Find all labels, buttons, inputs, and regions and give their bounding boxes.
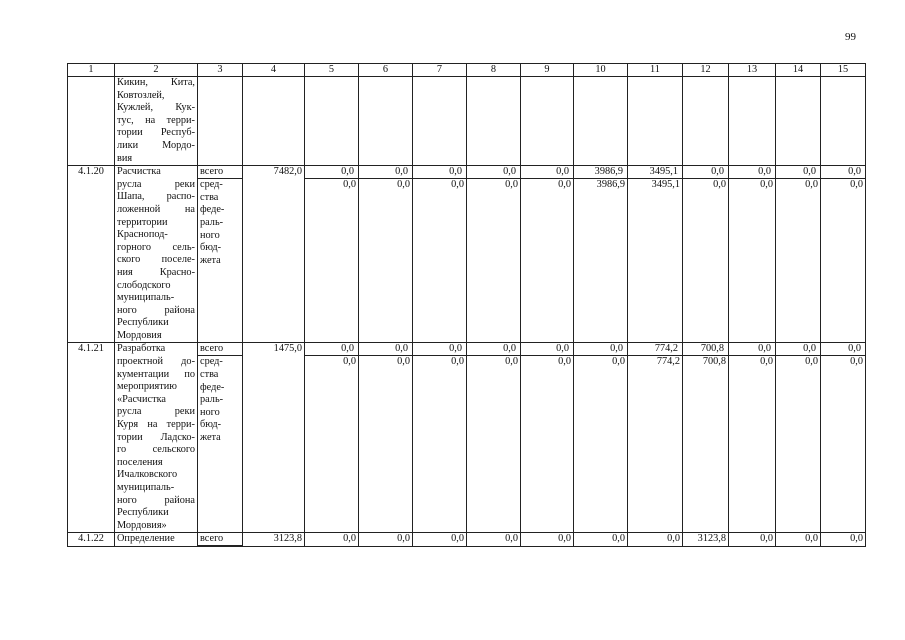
page-number: 99	[845, 31, 856, 43]
value-federal: 3986,9	[596, 179, 625, 191]
year-value-cell	[521, 166, 574, 343]
value-federal: 0,0	[505, 356, 518, 368]
value-total: 0,0	[729, 343, 775, 356]
item-name-line: русла реки	[117, 178, 195, 190]
col-header: 12	[683, 64, 729, 77]
value-federal: 0,0	[343, 179, 356, 191]
item-name-cell	[115, 166, 198, 343]
item-name-line: проектной до-	[117, 356, 195, 368]
year-value-cell	[821, 166, 866, 343]
item-name-line: го сельского	[117, 444, 195, 456]
funding-source-line: феде-	[200, 381, 225, 393]
item-name-line: муниципаль-	[117, 482, 175, 493]
value-total: 0,0	[821, 343, 865, 356]
value-total: 0,0	[558, 533, 571, 545]
value-federal: 774,2	[656, 356, 680, 368]
value-total: 0,0	[305, 166, 358, 179]
value-total: 0,0	[359, 343, 412, 356]
col-header: 8	[467, 64, 521, 77]
year-value-cell	[521, 533, 574, 547]
year-value-cell	[359, 343, 413, 533]
value-total: 0,0	[397, 533, 410, 545]
col-header: 1	[68, 64, 115, 77]
funding-source-line: жета	[200, 432, 221, 444]
value-total: 774,2	[628, 343, 682, 356]
funding-source-line: раль-	[200, 394, 224, 406]
year-value-cell	[574, 343, 628, 533]
funding-source-line: ного	[200, 229, 220, 241]
empty-cell	[305, 77, 359, 166]
value-total: 0,0	[343, 533, 356, 545]
empty-cell	[521, 77, 574, 166]
year-value-cell	[628, 343, 683, 533]
col-header: 5	[305, 64, 359, 77]
value-federal: 700,8	[702, 356, 726, 368]
item-name-line: Разработка	[117, 343, 166, 355]
year-value-cell	[305, 343, 359, 533]
funding-source-line: сред-	[200, 179, 223, 191]
empty-cell	[413, 77, 467, 166]
value-federal: 0,0	[451, 356, 464, 368]
item-name-cell	[115, 343, 198, 533]
year-value-cell	[821, 533, 866, 547]
item-name-line: тории Ладско-	[117, 431, 195, 443]
funding-source-line: раль-	[200, 216, 224, 228]
empty-cell	[243, 77, 305, 166]
year-value-cell	[776, 533, 821, 547]
value-total: 3123,8	[697, 533, 726, 545]
col-header: 15	[821, 64, 866, 77]
year-value-cell	[683, 533, 729, 547]
item-name-cell	[115, 533, 198, 547]
value-federal: 0,0	[612, 356, 625, 368]
col-header: 2	[115, 64, 198, 77]
value-federal: 0,0	[805, 179, 818, 191]
item-name-line: Ковтозлей,	[117, 89, 165, 101]
col-header: 9	[521, 64, 574, 77]
funding-source-cell	[198, 533, 243, 547]
value-federal: 0,0	[558, 356, 571, 368]
item-name-line: Определение	[117, 533, 175, 545]
item-name-line: кументации по	[117, 368, 195, 380]
year-value-cell	[776, 166, 821, 343]
empty-cell	[821, 77, 866, 166]
value-total: 0,0	[805, 533, 818, 545]
col-header: 13	[729, 64, 776, 77]
funding-source-line: ства	[200, 191, 219, 203]
value-total: 3495,1	[628, 166, 682, 179]
year-value-cell	[467, 533, 521, 547]
funding-source-line: ного	[200, 406, 220, 418]
year-value-cell	[467, 166, 521, 343]
budget-table	[67, 63, 866, 547]
year-value-cell	[574, 533, 628, 547]
year-value-cell	[305, 166, 359, 343]
value-total: 0,0	[729, 166, 775, 179]
year-value-cell	[359, 166, 413, 343]
item-name-line: ния Красно-	[117, 266, 195, 278]
item-name-line: Республики	[117, 507, 169, 519]
value-total: 0,0	[359, 166, 412, 179]
col-header: 4	[243, 64, 305, 77]
col-header: 6	[359, 64, 413, 77]
value-total: 0,0	[776, 166, 820, 179]
table-row	[68, 166, 866, 343]
funding-source-line: сред-	[200, 356, 223, 368]
item-name-line: Куря на терри-	[117, 419, 195, 431]
value-total: 0,0	[305, 343, 358, 356]
item-name-line: муниципаль-	[117, 292, 175, 304]
year-value-cell	[521, 343, 574, 533]
item-name-line: тус, на терри-	[117, 114, 195, 126]
item-code: 4.1.21	[68, 343, 115, 533]
value-total: 0,0	[467, 166, 520, 179]
item-name-line: горного сель-	[117, 241, 195, 253]
item-name-line: русла реки	[117, 406, 195, 418]
year-value-cell	[574, 166, 628, 343]
year-value-cell	[776, 343, 821, 533]
item-name-line: Мордовия»	[117, 519, 167, 531]
year-value-cell	[413, 533, 467, 547]
item-name-line: лики Мордо-	[117, 139, 195, 151]
value-federal: 3495,1	[651, 179, 680, 191]
value-federal: 0,0	[805, 356, 818, 368]
funding-source-line: ства	[200, 369, 219, 381]
empty-cell	[359, 77, 413, 166]
item-name-line: Мордовия	[117, 329, 162, 341]
funding-source-line: жета	[200, 254, 221, 266]
funding-source-total: всего	[198, 533, 242, 546]
value-total: 0,0	[521, 343, 573, 356]
item-name-line: ского поселе-	[117, 254, 195, 266]
item-name-line: тории Респуб-	[117, 127, 195, 139]
total-amount: 7482,0	[243, 166, 305, 343]
value-total: 0,0	[521, 166, 573, 179]
item-code: 4.1.20	[68, 166, 115, 343]
item-name-line: территории	[117, 216, 168, 228]
year-value-cell	[821, 343, 866, 533]
funding-source-line: феде-	[200, 204, 225, 216]
year-value-cell	[467, 343, 521, 533]
col-header: 11	[628, 64, 683, 77]
item-name-line: Ичалковского	[117, 469, 178, 481]
value-federal: 0,0	[505, 179, 518, 191]
funding-source-cell	[198, 343, 243, 533]
value-total: 0,0	[451, 533, 464, 545]
item-name-line: ного района	[117, 304, 195, 316]
item-name-line: «Расчистка	[117, 393, 166, 405]
item-name-line: Республики	[117, 317, 169, 329]
value-total: 0,0	[574, 343, 627, 356]
value-total: 3986,9	[574, 166, 627, 179]
value-total: 0,0	[776, 343, 820, 356]
year-value-cell	[413, 343, 467, 533]
funding-source-cell	[198, 166, 243, 343]
value-federal: 0,0	[713, 179, 726, 191]
item-code: 4.1.22	[68, 533, 115, 547]
item-name-line: ного района	[117, 494, 195, 506]
item-name-line: Кикин, Кита,	[117, 77, 195, 88]
year-value-cell	[628, 166, 683, 343]
empty-cell	[683, 77, 729, 166]
empty-cell	[776, 77, 821, 166]
value-federal: 0,0	[850, 179, 863, 191]
value-total: 0,0	[612, 533, 625, 545]
value-total: 0,0	[760, 533, 773, 545]
table-row-continued	[68, 77, 866, 166]
item-name-line: мероприятию	[117, 381, 177, 393]
year-value-cell	[683, 343, 729, 533]
item-name-line: Расчистка	[117, 166, 161, 178]
year-value-cell	[413, 166, 467, 343]
year-value-cell	[305, 533, 359, 547]
total-amount: 1475,0	[243, 343, 305, 533]
year-value-cell	[683, 166, 729, 343]
value-federal: 0,0	[451, 179, 464, 191]
value-total: 0,0	[821, 166, 865, 179]
year-value-cell	[628, 533, 683, 547]
empty-cell	[198, 77, 243, 166]
value-total: 0,0	[683, 166, 728, 179]
value-federal: 0,0	[397, 179, 410, 191]
value-total: 0,0	[413, 343, 466, 356]
col-header: 3	[198, 64, 243, 77]
item-name-line: Краснопод-	[117, 229, 168, 241]
value-total: 0,0	[413, 166, 466, 179]
year-value-cell	[729, 166, 776, 343]
empty-cell	[467, 77, 521, 166]
value-federal: 0,0	[850, 356, 863, 368]
item-name-cell	[115, 77, 198, 166]
col-header: 14	[776, 64, 821, 77]
funding-source-line: бюд-	[200, 242, 222, 254]
funding-source-total: всего	[198, 343, 242, 356]
value-federal: 0,0	[760, 356, 773, 368]
item-code-cell	[68, 77, 115, 166]
value-federal: 0,0	[343, 356, 356, 368]
empty-cell	[574, 77, 628, 166]
value-total: 0,0	[667, 533, 680, 545]
value-federal: 0,0	[397, 356, 410, 368]
empty-cell	[628, 77, 683, 166]
funding-source-line: бюд-	[200, 419, 222, 431]
year-value-cell	[729, 533, 776, 547]
item-name-line: ложенной на	[117, 203, 195, 215]
header-row	[68, 64, 866, 77]
value-total: 0,0	[467, 343, 520, 356]
total-amount: 3123,8	[243, 533, 305, 547]
item-name-line: Кужлей, Кук-	[117, 102, 195, 114]
col-header: 10	[574, 64, 628, 77]
funding-source-total: всего	[198, 166, 242, 179]
table-row	[68, 533, 866, 547]
value-federal: 0,0	[558, 179, 571, 191]
empty-cell	[729, 77, 776, 166]
item-name-line: вия	[117, 152, 133, 164]
item-name-line: слободского	[117, 279, 171, 291]
col-header: 7	[413, 64, 467, 77]
year-value-cell	[359, 533, 413, 547]
table-row	[68, 343, 866, 533]
value-total: 0,0	[505, 533, 518, 545]
value-total: 700,8	[683, 343, 728, 356]
value-total: 0,0	[850, 533, 863, 545]
year-value-cell	[729, 343, 776, 533]
value-federal: 0,0	[760, 179, 773, 191]
item-name-line: Шапа, распо-	[117, 191, 195, 203]
item-name-line: поселения	[117, 456, 163, 468]
